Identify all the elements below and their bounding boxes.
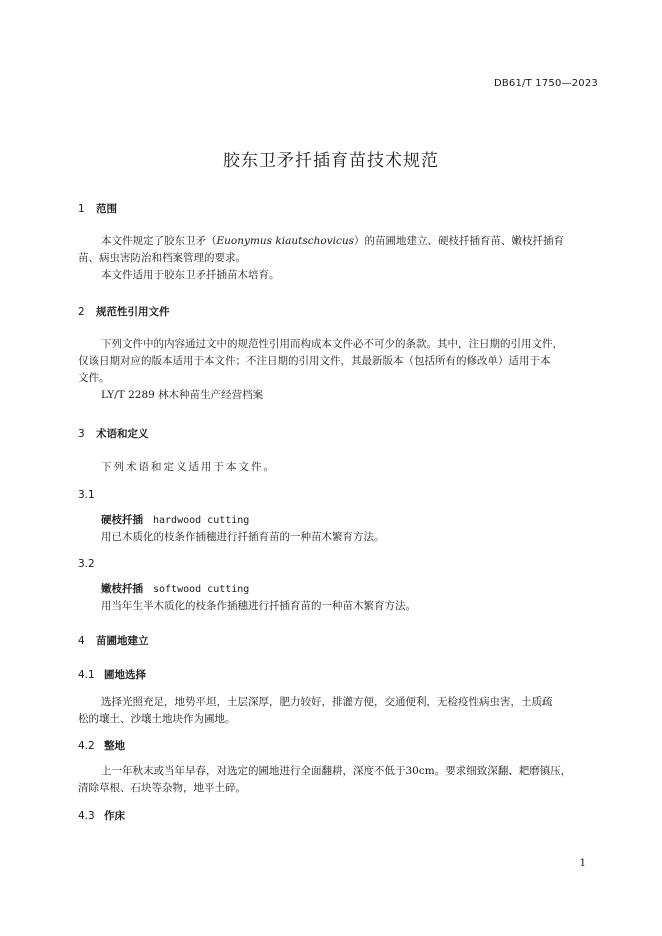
paragraph-line: 选择光照充足，地势平坦，土层深厚，肥力较好，排灌方便，交通便利，无检疫性病虫害，土质疏	[101, 696, 553, 708]
subsection-title: 作床	[104, 810, 125, 822]
section-number: 4	[78, 635, 85, 647]
section-number: 3	[78, 428, 85, 440]
term-entry	[101, 581, 249, 598]
page-number: 1	[579, 858, 586, 869]
latin-name: Euonymus kiautschovicus	[216, 235, 355, 247]
paragraph-line: 文件。	[78, 372, 110, 384]
paragraph-line	[101, 233, 564, 250]
section-number: 1	[78, 203, 85, 215]
paragraph-line: 本文件适用于胶东卫矛扦插苗木培育。	[101, 269, 280, 281]
paragraph-line: 松的壤土、沙壤土地块作为圃地。	[78, 713, 236, 725]
subsection-4-3-heading	[78, 808, 125, 823]
section-4-heading	[78, 633, 149, 648]
paragraph-line: 清除草根、石块等杂物，地平土碎。	[78, 782, 246, 794]
paragraph-line: 下列文件中的内容通过文中的规范性引用而构成本文件必不可少的条款。其中，注日期的引用文件，	[101, 338, 563, 350]
subsection-number: 4.3	[78, 810, 95, 822]
section-1-heading	[78, 201, 117, 216]
section-number: 2	[78, 306, 85, 318]
term-definition: 用当年生半木质化的枝条作插穗进行扦插育苗的一种苗木繁育方法。	[101, 600, 416, 612]
term-entry	[101, 512, 249, 529]
paragraph-line: 上一年秋末或当年早春，对选定的圃地进行全面翻耕，深度不低于30cm。要求细致深翻、耙磨镇压，	[101, 765, 572, 777]
term-definition: 用已木质化的枝条作插穗进行扦插育苗的一种苗木繁育方法。	[101, 531, 385, 543]
text-run: ）的苗圃地建立、硬枝扦插育苗、嫩枝扦插育	[354, 235, 565, 247]
section-2-heading	[78, 304, 170, 319]
section-title: 范围	[96, 203, 117, 215]
subsection-number: 4.1	[78, 669, 95, 681]
term-chinese: 嫩枝扦插	[101, 583, 143, 595]
paragraph-line: 苗、病虫害防治和档案管理的要求。	[78, 252, 246, 264]
term-number: 3.1	[78, 489, 95, 501]
subsection-4-1-heading	[78, 667, 146, 682]
normative-reference: LY/T 2289 林木种苗生产经营档案	[101, 389, 264, 401]
subsection-title: 整地	[104, 740, 125, 752]
text-run: 本文件规定了胶东卫矛（	[101, 235, 217, 247]
subsection-title: 圃地选择	[104, 669, 146, 681]
term-chinese: 硬枝扦插	[101, 514, 143, 526]
term-english: hardwood cutting	[153, 515, 250, 526]
section-title: 术语和定义	[96, 428, 149, 440]
term-english: softwood cutting	[153, 584, 250, 595]
section-title: 规范性引用文件	[96, 306, 170, 318]
section-title: 苗圃地建立	[96, 635, 149, 647]
standard-number: DB61/T 1750—2023	[493, 78, 598, 89]
paragraph-line: 仅该日期对应的版本适用于本文件；不注日期的引用文件，其最新版本（包括所有的修改单）适用于本	[78, 355, 551, 367]
document-title: 胶东卫矛扦插育苗技术规范	[223, 151, 439, 171]
subsection-number: 4.2	[78, 740, 95, 752]
subsection-4-2-heading	[78, 738, 125, 753]
paragraph-line: 下列术语和定义适用于本文件。	[101, 461, 276, 473]
term-number: 3.2	[78, 558, 95, 570]
section-3-heading	[78, 426, 149, 441]
